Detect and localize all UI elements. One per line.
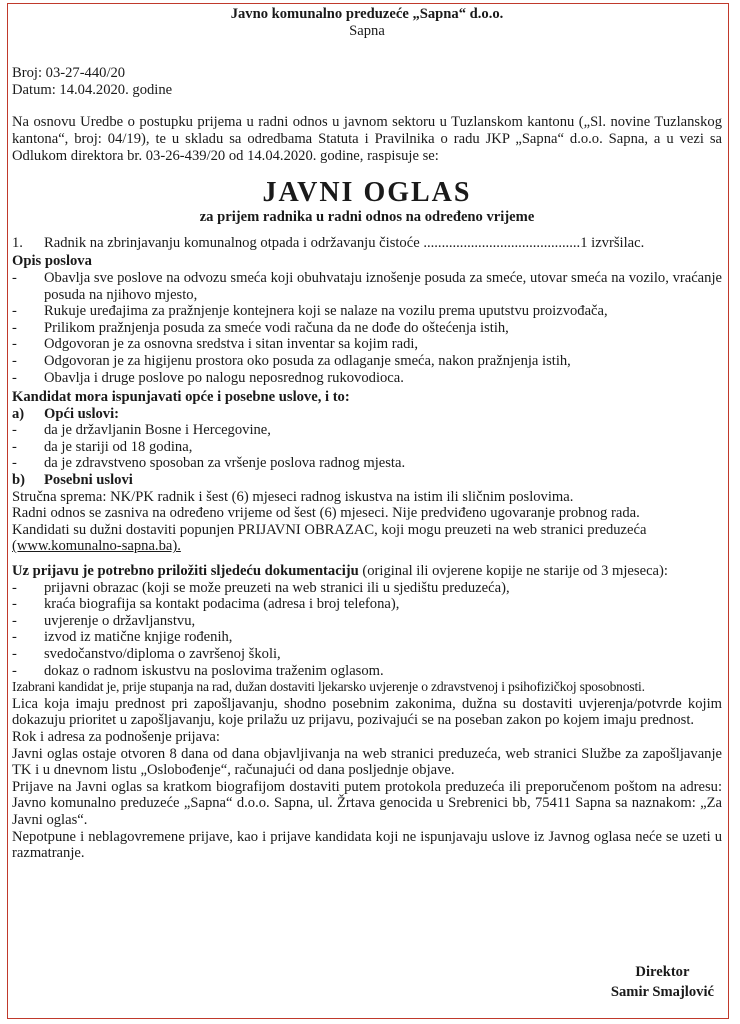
list-item: - izvod iz matične knjige rođenih, (12, 629, 233, 646)
closing-p5: Prijave na Javni oglas sa kratkom biografijom dostaviti putem protokola preduzeća ili preporučenom poštom na adresu: Javno komunalno preduzeće „Sapna“ d.o.o. Sapna, ul. Žrtava genocida u Srebrenici bb, 75411 Sapna sa naznakom: „Za Javni oglas“. (12, 778, 722, 828)
closing-p2: Lica koja imaju prednost pri zapošljavanju, shodno posebnim zakonima, dužna su dostaviti uvjerenja/potvrde kojim dokazuju prioritet u zapošljavanju, koje prilažu uz prijavu, pozivajući se na poseban zakon po kojem imaju prednost. (12, 695, 722, 729)
uslovi-heading: Kandidat mora ispunjavati opće i posebne uslove, i to: (12, 389, 350, 406)
list-item: - kraća biografija sa kontakt podacima (adresa i broj telefona), (12, 596, 400, 613)
closing-p4: Javni oglas ostaje otvoren 8 dana od dana objavljivanja na web stranici preduzeća, web stranici Službe za zapošljavanje TK i u dnevnom listu „Oslobođenje“, računajući od dana posljednje objave. (12, 745, 722, 779)
list-item: - Odgovoran je za osnovna sredstva i sitan inventar sa kojim radi, (12, 336, 419, 353)
list-item: - uvjerenje o državljanstvu, (12, 612, 196, 629)
b-line: Kandidati su dužni dostaviti popunjen PRIJAVNI OBRAZAC, koji mogu preuzeti na web stranici preduzeća (12, 521, 647, 538)
list-item: - da je državljanin Bosne i Hercegovine, (12, 422, 271, 439)
position-text: Radnik na zbrinjavanju komunalnog otpada i održavanju čistoće ...........................................1 izvršilac. (44, 234, 645, 251)
doc-number: Broj: 03-27-440/20 (12, 65, 126, 82)
list-item: - svedočanstvo/diploma o završenoj školi, (12, 646, 281, 662)
position-number: 1. (12, 234, 23, 251)
signature-block (611, 962, 714, 1002)
docs-list (12, 580, 722, 680)
list-item: - Obavlja i druge poslove po nalogu neposrednog rukovodioca. (12, 369, 404, 386)
uslovi-a-heading: a) Opći uslovi: (12, 405, 120, 422)
b-line: Radni odnos se zasniva na određeno vrijeme od šest (6) mjeseci. Nije predviđeno ugovaranje probnog rada. (12, 505, 640, 522)
list-item: - Obavlja sve poslove na odvozu smeća koji obuhvataju iznošenje posuda za smeće, utovar smeća na vozilo, vraćanje posuda na njihovo mjesto, (12, 269, 722, 303)
docs-heading: Uz prijavu je potrebno priložiti sljedeću dokumentaciju (original ili ovjerene kopije ne starije od 3 mjeseca): (12, 563, 668, 580)
closing-p1: Izabrani kandidat je, prije stupanja na rad, dužan dostaviti ljekarsko uvjerenje o zdravstvenoj i psihofizičkoj sposobnosti. (12, 679, 645, 695)
website-link[interactable]: (www.komunalno-sapna.ba). (12, 538, 181, 555)
position-row (12, 235, 722, 252)
signature-name: Samir Smajlović (610, 984, 714, 1000)
closing-p6: Nepotpune i neblagovremene prijave, kao i prijave kandidata koji ne ispunjavaju uslove iz Javnog oglasa neće se uzeti u razmatranje. (12, 828, 722, 862)
list-item: - Prilikom pražnjenja posuda za smeće vodi računa da ne dođe do oštećenja istih, (12, 319, 509, 336)
signature-role: Direktor (635, 964, 690, 980)
org-city: Sapna (349, 22, 385, 39)
page-title: JAVNI OGLAS (262, 177, 472, 209)
b-line: Stručna sprema: NK/PK radnik i šest (6) mjeseci radnog iskustva na istim ili sličnim poslovima. (12, 488, 574, 505)
org-name: Javno komunalno preduzeće „Sapna“ d.o.o. (230, 6, 504, 22)
document-body (12, 6, 722, 862)
opis-list (12, 270, 722, 386)
page-subtitle: za prijem radnika u radni odnos na određeno vrijeme (199, 209, 535, 226)
list-item: - Odgovoran je za higijenu prostora oko posuda za odlaganje smeća, nakon pražnjenja istih, (12, 352, 571, 369)
list-item: - da je stariji od 18 godina, (12, 438, 193, 455)
doc-date: Datum: 14.04.2020. godine (12, 81, 173, 98)
list-item: - da je zdravstveno sposoban za vršenje poslova radnog mjesta. (12, 455, 406, 472)
list-item: - Rukuje uređajima za pražnjenje kontejnera koji se nalaze na vozilu prema uputstvu proizvođača, (12, 303, 608, 320)
intro-paragraph: Na osnovu Uredbe o postupku prijema u radni odnos u javnom sektoru u Tuzlanskom kantonu („Sl. novine Tuzlanskog kantona“, broj: 04/19), te u skladu sa odredbama Statuta i Pravilnika o radu JKP „Sapna“ d.o.o. Sapna, a u vezi sa Odlukom direktora br. 03-26-439/20 od 14.04.2020. godine, raspisuje se: (12, 114, 722, 164)
list-item: - prijavni obrazac (koji se može preuzeti na web stranici ili u sjedištu preduzeća), (12, 579, 510, 596)
opis-heading: Opis poslova (12, 253, 92, 270)
closing-p3: Rok i adresa za podnošenje prijava: (12, 728, 220, 745)
uslovi-b-heading: b) Posebni uslovi (12, 472, 133, 489)
list-item: - dokaz o radnom iskustvu na poslovima traženim oglasom. (12, 662, 384, 679)
